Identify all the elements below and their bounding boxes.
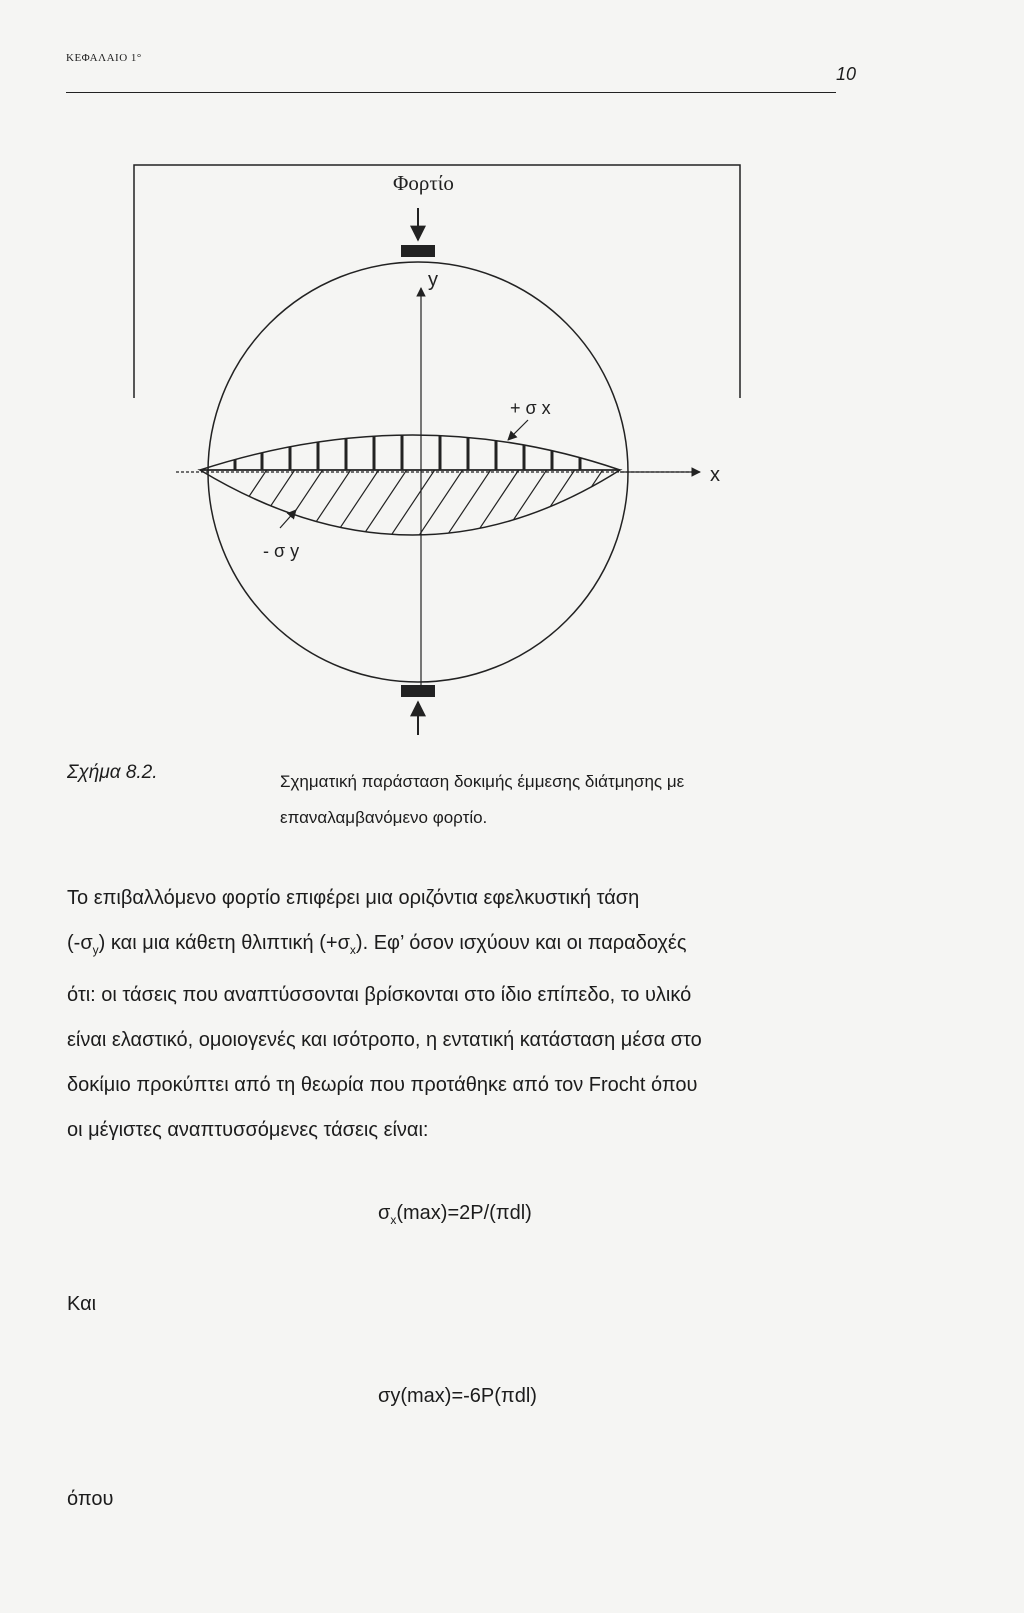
figure-caption-label: Σχήμα 8.2.: [67, 762, 158, 783]
page-number: 10: [836, 64, 857, 84]
y-axis-label: y: [428, 269, 438, 291]
indirect-tensile-test-diagram: [0, 0, 1024, 760]
bottom-loading-strip: [401, 685, 435, 697]
equation-sigma-y: σy(max)=-6P(πdl): [378, 1385, 537, 1407]
paragraph-line: δοκίμιο προκύπτει από τη θεωρία που προτάθηκε από τον Frocht όπου: [67, 1074, 698, 1096]
trailing-word: όπου: [67, 1488, 114, 1510]
figure-caption-text: Σχηματική παράσταση δοκιμής έμμεσης διάτμησης με επαναλαμβανόμενο φορτίο.: [280, 772, 685, 827]
tensile-stress-distribution: [200, 470, 620, 535]
paragraph-line: ότι: οι τάσεις που αναπτύσσονται βρίσκονται στο ίδιο επίπεδο, το υλικό: [67, 984, 692, 1006]
connector-word: Και: [67, 1293, 97, 1315]
paragraph-line: είναι ελαστικό, ομοιογενές και ισότροπο, η εντατική κατάσταση μέσα στο: [67, 1029, 702, 1051]
sigma-x-pointer: [508, 420, 528, 440]
body-paragraph: [67, 876, 887, 1153]
load-label: Φορτίο: [393, 171, 454, 195]
sigma-y-label: - σ y: [263, 541, 300, 561]
x-axis-label: x: [710, 464, 720, 486]
paragraph-line: $(-\sigma_y)$ και μια κάθετη θλιπτική $(+\sigma_x)$. Εφ’ όσον ισχύουν και οι παραδοχές: [67, 932, 687, 957]
paragraph-line: οι μέγιστες αναπτυσσόμενες τάσεις είναι:: [67, 1119, 429, 1141]
paragraph-line: Το επιβαλλόμενο φορτίο επιφέρει μια οριζόντια εφελκυστική τάση: [67, 887, 640, 909]
sigma-x-label: + σ x: [510, 398, 551, 418]
chapter-header: ΚΕΦΑΛΑΙΟ 1°: [66, 52, 142, 64]
equation-sigma-x: $\sigma_x(\max)=2P/(\pi dl)$: [378, 1202, 532, 1227]
top-loading-strip: [401, 245, 435, 257]
